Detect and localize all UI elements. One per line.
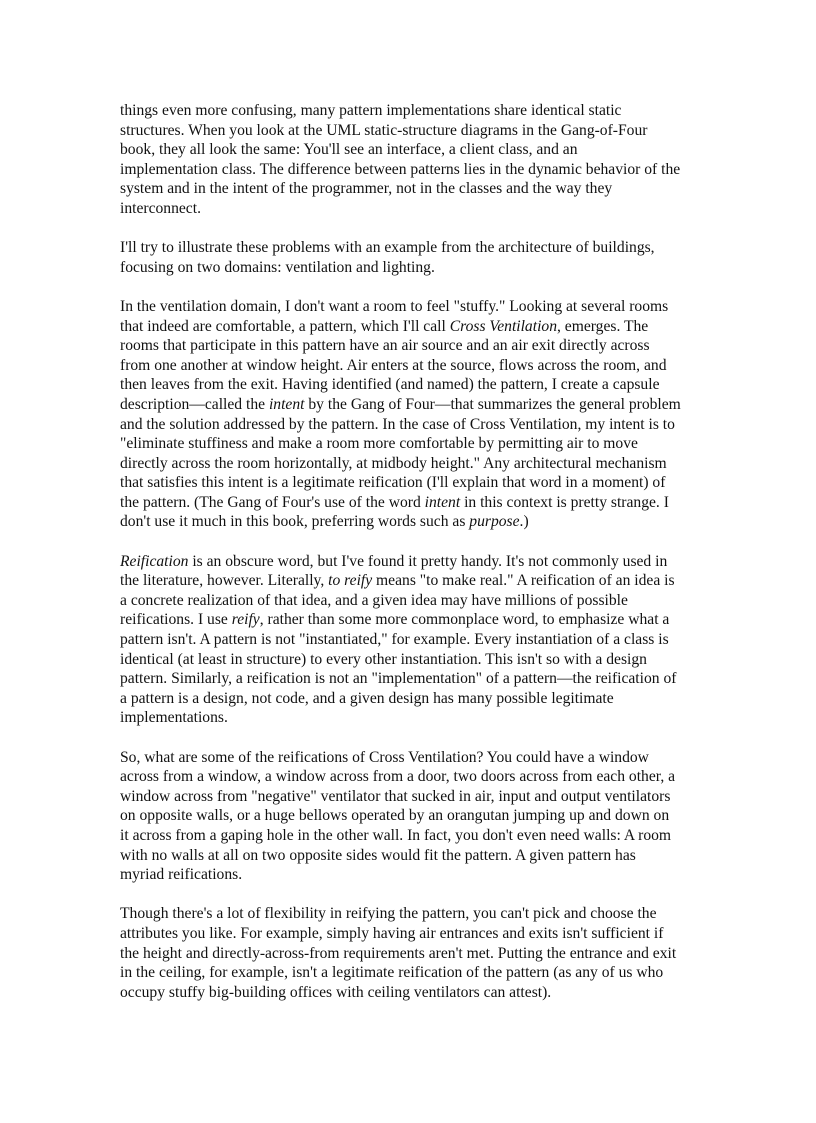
text-segment: with no walls at all on two opposite sides would fit the pattern. A given pattern has xyxy=(120,846,636,864)
text-segment: structures. When you look at the UML static-structure diagrams in the Gang-of-Four xyxy=(120,121,648,139)
text-line xyxy=(120,708,702,728)
document-page xyxy=(120,101,702,1022)
text-line xyxy=(120,160,702,180)
text-segment: is an obscure word, but I've found it pretty handy. It's not commonly used in xyxy=(188,552,668,570)
italic-text: purpose xyxy=(469,513,520,531)
text-segment: things even more confusing, many pattern implementations share identical static xyxy=(120,102,622,119)
text-segment: in this context is pretty strange. I xyxy=(460,493,669,511)
text-segment: reifications. I use xyxy=(120,611,232,629)
text-segment: I'll try to illustrate these problems with an example from the architecture of buildings, xyxy=(120,239,655,257)
text-line xyxy=(120,121,702,141)
text-segment: that indeed are comfortable, a pattern, which I'll call xyxy=(120,317,450,335)
italic-text: Cross Ventilation xyxy=(449,317,557,335)
text-line xyxy=(120,356,702,376)
text-segment: , rather than some more commonplace word, to emphasize what a xyxy=(259,611,670,629)
text-line xyxy=(120,767,702,787)
text-line xyxy=(120,140,702,160)
text-segment: the height and directly-across-from requirements aren't met. Putting the entrance and exit xyxy=(120,944,677,962)
italic-text: Reification xyxy=(120,552,189,570)
italic-text: reify xyxy=(231,611,260,629)
text-line xyxy=(120,748,702,768)
text-line xyxy=(120,650,702,670)
text-line xyxy=(120,493,702,513)
text-line xyxy=(120,415,702,435)
text-line xyxy=(120,199,702,219)
text-segment: focusing on two domains: ventilation and lighting. xyxy=(120,258,435,276)
text-line xyxy=(120,297,702,317)
text-segment: "eliminate stuffiness and make a room more comfortable by permitting air to move xyxy=(120,435,638,453)
text-segment: book, they all look the same: You'll see an interface, a client class, and an xyxy=(120,141,578,159)
text-segment: attributes you like. For example, simply having air entrances and exits isn't sufficient if xyxy=(120,924,664,942)
text-line xyxy=(120,787,702,807)
text-segment: the pattern. (The Gang of Four's use of the word xyxy=(120,493,425,511)
italic-text: intent xyxy=(424,493,461,511)
text-segment: In the ventilation domain, I don't want a room to feel "stuffy." Looking at several rooms xyxy=(120,297,669,315)
text-segment: window across from "negative" ventilator that sucked in air, input and output ventilators xyxy=(120,787,671,805)
paragraph xyxy=(120,904,702,1002)
text-segment: a concrete realization of that idea, and a given idea may have millions of possible xyxy=(120,591,628,609)
paragraph xyxy=(120,748,702,885)
text-segment: , emerges. The xyxy=(557,317,649,335)
text-segment: description—called the xyxy=(120,395,269,413)
text-line xyxy=(120,865,702,885)
text-segment: a pattern is a design, not code, and a given design has many possible legitimate xyxy=(120,689,614,707)
text-line xyxy=(120,552,702,572)
text-segment: implementations. xyxy=(120,709,228,727)
text-segment: don't use it much in this book, preferring words such as xyxy=(120,513,470,531)
text-line xyxy=(120,846,702,866)
text-segment: implementation class. The difference between patterns lies in the dynamic behavior of the xyxy=(120,160,681,178)
text-segment: the literature, however. Literally, xyxy=(120,572,329,590)
text-segment: on opposite walls, or a huge bellows operated by an orangutan jumping up and down on xyxy=(120,807,670,825)
italic-text: to reify xyxy=(328,572,373,590)
paragraph xyxy=(120,101,702,219)
text-line xyxy=(120,904,702,924)
text-line xyxy=(120,826,702,846)
text-segment: that satisfies this intent is a legitimate reification (I'll explain that word in a moment) of xyxy=(120,474,666,492)
text-segment: So, what are some of the reifications of Cross Ventilation? You could have a window xyxy=(120,748,649,766)
text-segment: from one another at window height. Air enters at the source, flows across the room, and xyxy=(120,356,667,374)
text-line xyxy=(120,375,702,395)
text-segment: Though there's a lot of flexibility in reifying the pattern, you can't pick and choose the xyxy=(120,905,657,923)
text-line xyxy=(120,630,702,650)
document-body xyxy=(120,101,702,1002)
text-segment: pattern isn't. A pattern is not "instantiated," for example. Every instantiation of a class is xyxy=(120,631,669,649)
text-segment: in the ceiling, for example, isn't a legitimate reification of the pattern (as any of us who xyxy=(120,964,664,982)
text-segment: directly across the room horizontally, at midbody height." Any architectural mechanism xyxy=(120,454,667,472)
text-segment: then leaves from the exit. Having identified (and named) the pattern, I create a capsule xyxy=(120,376,660,394)
text-line xyxy=(120,983,702,1003)
text-segment: across from a window, a window across from a door, two doors across from each other, a xyxy=(120,768,676,786)
text-line xyxy=(120,591,702,611)
italic-text: intent xyxy=(268,395,305,413)
text-line xyxy=(120,669,702,689)
text-line xyxy=(120,963,702,983)
text-segment: myriad reifications. xyxy=(120,866,243,884)
text-segment: system and in the intent of the programmer, not in the classes and the way they xyxy=(120,180,613,198)
paragraph xyxy=(120,238,702,277)
text-line xyxy=(120,179,702,199)
text-segment: and the solution addressed by the pattern. In the case of Cross Ventilation, my intent is to xyxy=(120,415,675,433)
text-line xyxy=(120,689,702,709)
paragraph xyxy=(120,297,702,532)
text-line xyxy=(120,806,702,826)
text-segment: .) xyxy=(519,513,529,531)
text-line xyxy=(120,454,702,474)
text-line xyxy=(120,434,702,454)
text-line xyxy=(120,512,702,532)
text-line xyxy=(120,924,702,944)
text-segment: interconnect. xyxy=(120,199,201,217)
text-segment: identical (at least in structure) to every other instantiation. This isn't so with a design xyxy=(120,650,647,668)
paragraph xyxy=(120,552,702,728)
text-line xyxy=(120,238,702,258)
text-segment: occupy stuffy big-building offices with ceiling ventilators can attest). xyxy=(120,983,552,1001)
text-line xyxy=(120,395,702,415)
text-line xyxy=(120,336,702,356)
text-segment: rooms that participate in this pattern have an air source and an air exit directly across xyxy=(120,337,650,355)
text-segment: it across from a gaping hole in the other wall. In fact, you don't even need walls: A room xyxy=(120,826,672,844)
text-line xyxy=(120,473,702,493)
text-line xyxy=(120,101,702,121)
text-segment: pattern. Similarly, a reification is not an "implementation" of a pattern—the reification of xyxy=(120,670,677,688)
text-line xyxy=(120,571,702,591)
text-line xyxy=(120,944,702,964)
text-line xyxy=(120,317,702,337)
text-segment: means "to make real." A reification of an idea is xyxy=(372,572,675,590)
text-line xyxy=(120,258,702,278)
text-segment: by the Gang of Four—that summarizes the general problem xyxy=(304,395,681,413)
text-line xyxy=(120,610,702,630)
